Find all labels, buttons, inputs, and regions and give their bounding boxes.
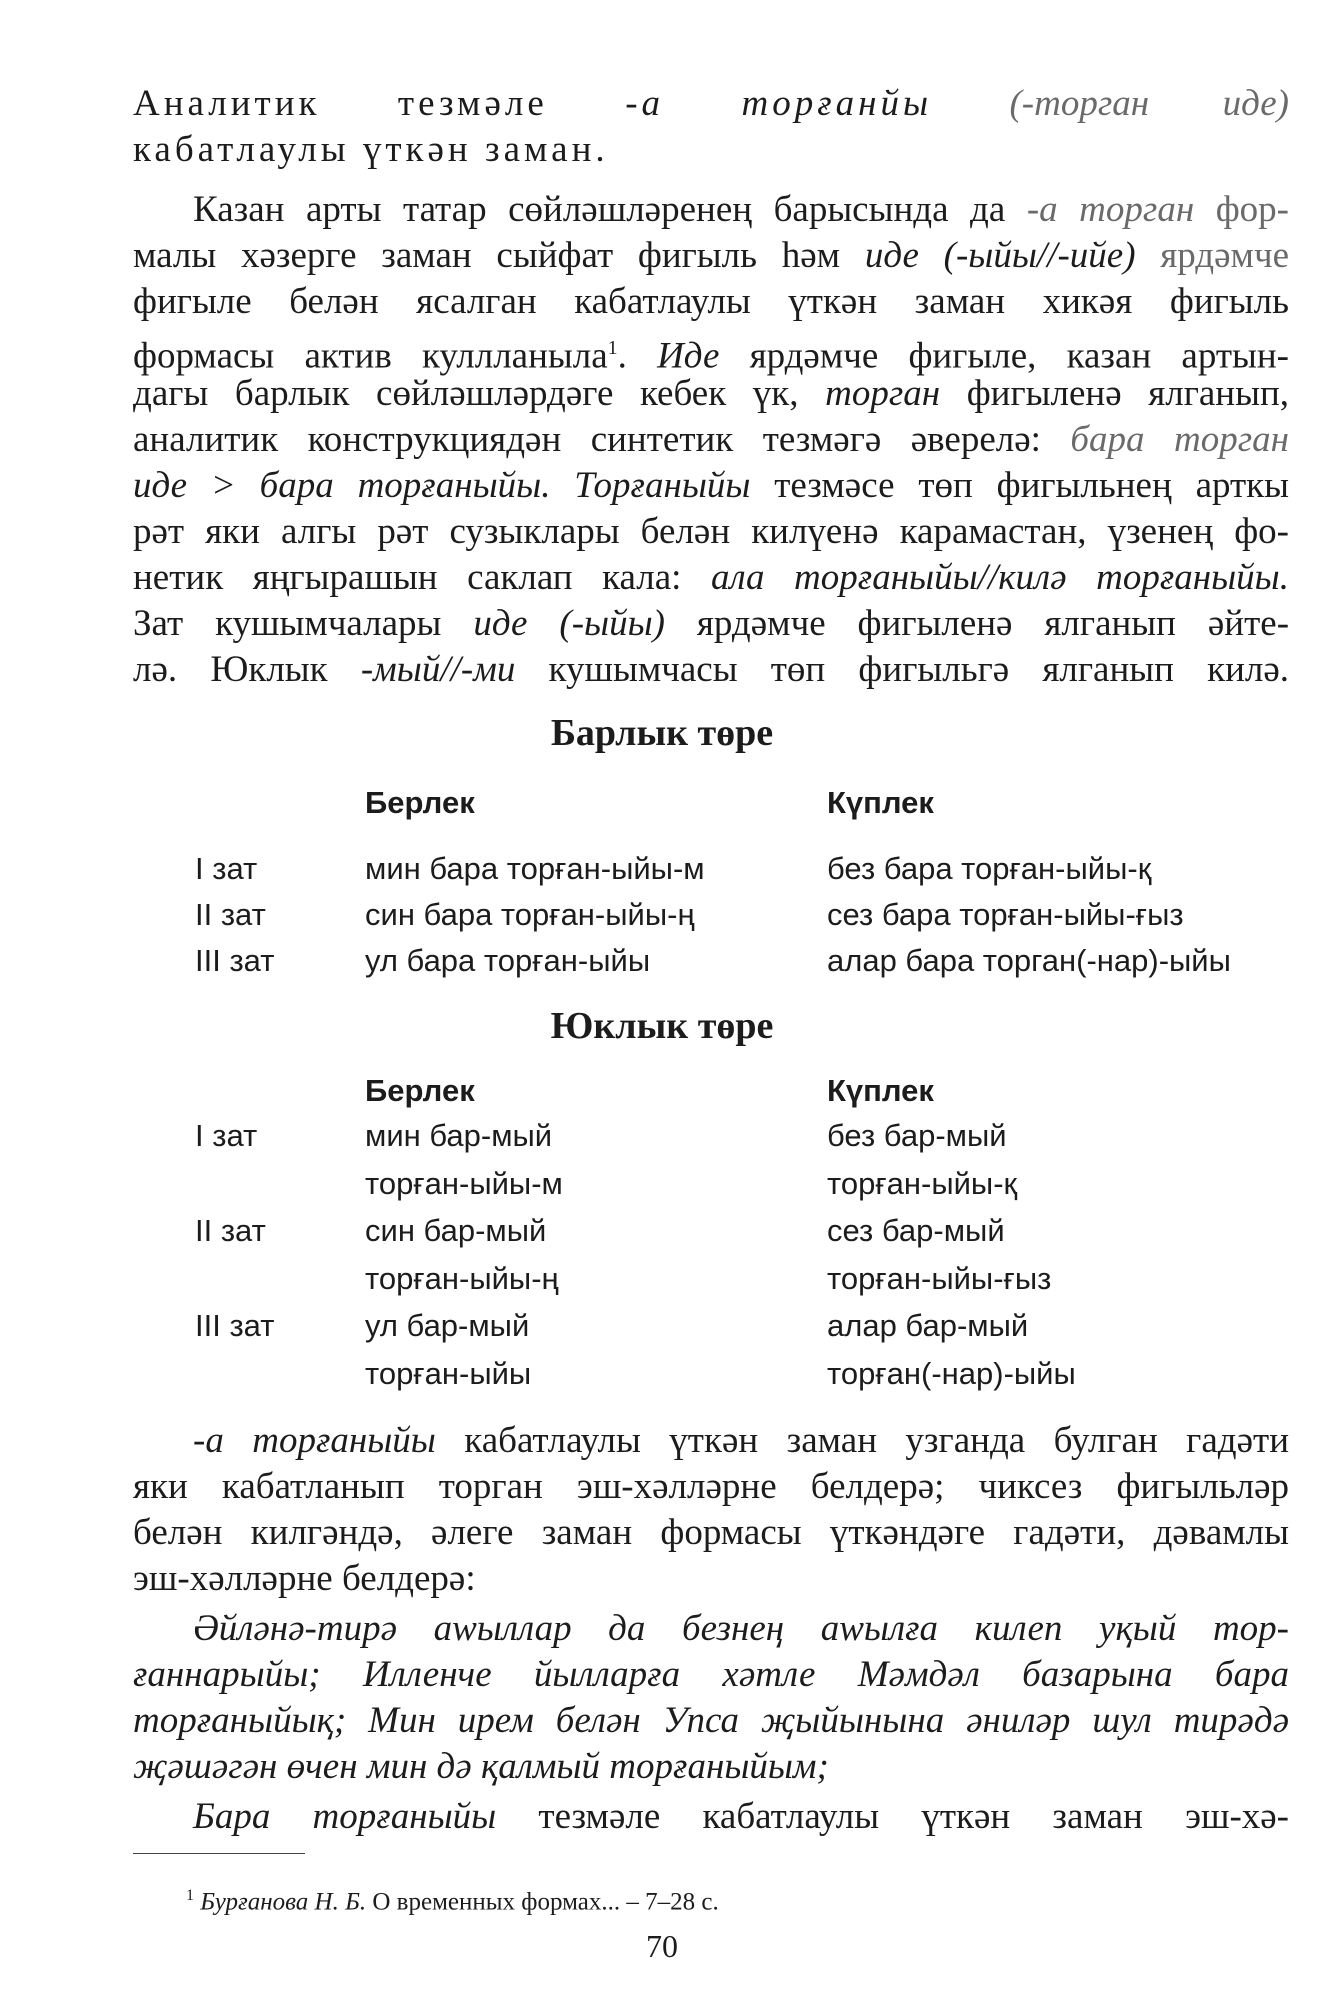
text: ярдәмче фигыленә ялганып әйте- [696,603,1290,644]
text: тезмәсе төп фигыльнең арткы [774,465,1290,506]
paragraph-1-line-6 [133,417,1289,463]
italic-term: Бара торғаныйы [193,1796,497,1837]
italic-term: -а торган [1026,189,1195,230]
negative-col-plural: Күплек [827,1073,934,1108]
negative-row-3-plural-b: торған(-нар)-ыйы [827,1356,1076,1391]
paragraph-1-line-3: фигыле белән ясалган кабатлаулы үткән заман хикәя фигыль [133,281,1289,322]
example-text: җәшәгән өчен мин дә қалмый торғаныйым; [133,1746,829,1787]
paragraph-1-line-8: рәт яки алгы рәт сузыклары белән килүенә карамастан, үзенең фо- [133,511,1289,552]
negative-row-1-singular-a: мин бар-мый [365,1118,553,1153]
paragraph-2-line-4: эш-хәлләрне белдерә: [133,1558,476,1599]
page-number: 70 [646,1928,678,1964]
negative-row-2-singular-b: торған-ыйы-ң [365,1261,559,1296]
section-heading-line-1 [133,81,1289,127]
negative-row-3-singular-b: торған-ыйы [365,1356,532,1391]
negative-row-1-person: I зат [195,1118,258,1153]
footnote [186,1880,719,1918]
italic-term: Торғаныйы [574,465,751,506]
footnote-divider [133,1853,305,1854]
affirmative-row-1-plural: без бара торған-ыйы-қ [827,851,1152,886]
section-heading-line-2: кабатлаулы үткән заман. [133,129,609,170]
negative-row-3-singular-a: ул бар-мый [365,1308,530,1343]
italic-term: -мый//-ми [360,649,516,690]
negative-row-1-plural-b: торған-ыйы-қ [827,1166,1018,1201]
italic-term: ала торғаныйы//килә торғаныйы. [710,557,1289,598]
negative-row-2-plural-a: сез бар-мый [827,1213,1005,1248]
heading-form: -а торғанйы [625,83,933,124]
example-text: ғаннарыйы; Илленче йылларға хәтле Мәмдәл базарына бара [133,1654,1289,1695]
negative-heading: Юклык төре [550,1005,774,1047]
italic-term: иде (-ыйы) [473,603,665,644]
text: лә. Юклык [133,649,328,690]
affirmative-row-2-singular: син бара торған-ыйы-ң [365,897,695,932]
affirmative-row-2-person: II зат [195,897,266,932]
example-line-3 [133,1698,1289,1744]
affirmative-row-1-person: I зат [195,851,258,886]
affirmative-row-3-plural: алар бара торган(-нар)-ыйы [827,943,1231,978]
text: Зат кушымчалары [133,603,442,644]
negative-row-3-person: III зат [195,1308,275,1343]
footnote-author: Бурғанова Н. Б. [200,1888,367,1916]
italic-term: Иде [657,335,720,377]
negative-row-1-plural-a: без бар-мый [827,1118,1007,1153]
text: малы хәзерге заман сыйфат фигыль һәм [133,235,841,276]
heading-lead: Аналитик тезмәле [133,83,548,124]
footnote-marker: 1 [607,337,618,359]
paragraph-1-line-5 [133,371,1289,417]
italic-term: иде > бара торғаныйы. [133,465,551,506]
italic-term: -а торғаныйы [193,1420,436,1461]
affirmative-row-3-singular: ул бара торған-ыйы [365,943,651,978]
text: ярдәмче фигыле, казан артын- [749,335,1289,377]
paragraph-1-line-1 [193,187,1289,233]
paragraph-3-line-1 [193,1794,1289,1840]
affirmative-col-plural: Күплек [827,785,934,820]
affirmative-heading: Барлык төре [550,712,774,754]
affirmative-col-singular: Берлек [365,785,475,820]
text: кушымчасы төп фигыльгә ялганып килә. [548,649,1290,690]
italic-term: иде (-ыйы//-ийе) [864,235,1136,276]
text: Казан арты татар сөйләшләренең барысында да [193,189,1006,230]
paragraph-2-line-1 [193,1418,1289,1464]
negative-row-2-singular-a: син бар-мый [365,1213,547,1248]
example-line-2 [133,1652,1289,1698]
negative-row-2-person: II зат [195,1213,266,1248]
text: дагы барлык сөйләшләрдәге кебек үк, [133,373,799,414]
paragraph-2-line-2: яки кабатланып торган эш-хәлләрне белдерә; чиксез фигыльләр [133,1466,1289,1507]
text: фор- [1215,189,1289,230]
example-line-1 [193,1606,1289,1652]
paragraph-1-line-10 [133,601,1289,647]
text: ярдәмче [1160,235,1289,276]
footnote-number: 1 [186,1887,194,1904]
heading-alt-form: (-торган иде) [1009,83,1289,124]
text: кабатлаулы үткән заман узганда булган гадәти [464,1420,1289,1461]
negative-col-singular: Берлек [365,1073,475,1108]
text: тезмәле кабатлаулы үткән заман эш-хә- [538,1796,1290,1837]
text: нетик яңгырашын саклап кала: [133,557,682,598]
negative-row-2-plural-b: торған-ыйы-ғыз [827,1261,1052,1296]
text: формасы актив куллланыла [133,335,608,377]
paragraph-2-line-3: белән килгәндә, әлеге заман формасы үткәндәге гадәти, дәвамлы [133,1512,1289,1553]
paragraph-1-line-9 [133,555,1289,601]
paragraph-1-line-11 [133,647,1289,693]
example-text: торғаныйық; Мин ирем белән Упса җыйынына әниләр шул тирәдә [133,1700,1289,1741]
text: фигыленә ялганып, [966,373,1290,414]
italic-term: бара торган [1070,419,1290,460]
example-line-4 [133,1744,1289,1790]
paragraph-1-line-2 [133,233,1289,279]
negative-row-1-singular-b: торған-ыйы-м [365,1166,563,1201]
text: аналитик конструкциядән синтетик тезмәгә әверелә: [133,419,1041,460]
example-text: Әйләнә-тирә аwыллар да безнең аwылға килеп уқый тор- [193,1608,1289,1649]
paragraph-1-line-4: формасы актив куллланыла$^1$. Иде ярдәмче фигыле, казан артын- [133,335,1289,377]
affirmative-row-2-plural: сез бара торған-ыйы-ғыз [827,897,1184,932]
affirmative-row-1-singular: мин бара торған-ыйы-м [365,851,705,886]
affirmative-row-3-person: III зат [195,943,275,978]
negative-row-3-plural-a: алар бар-мый [827,1308,1029,1343]
footnote-text: О временных формах... – 7–28 с. [372,1888,719,1916]
paragraph-1-line-7 [133,463,1289,509]
italic-term: торган [825,373,941,414]
